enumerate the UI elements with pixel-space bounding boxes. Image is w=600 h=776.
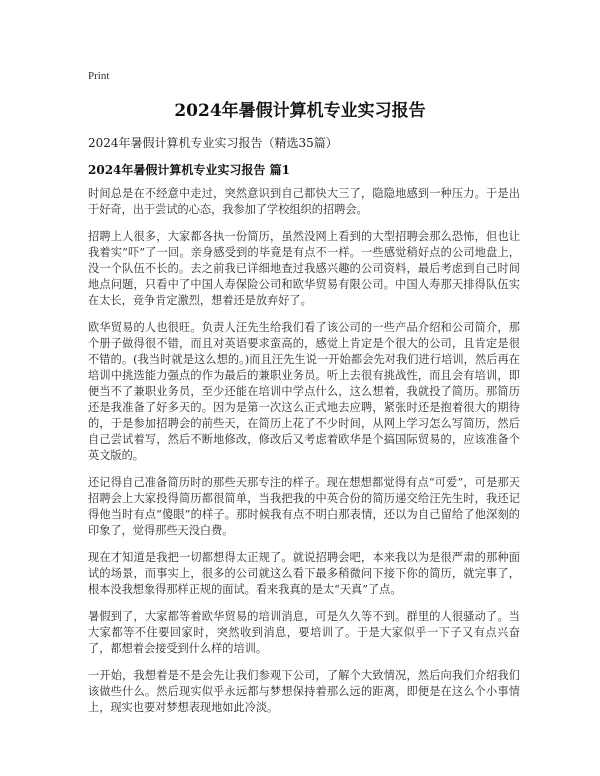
document-subtitle: 2024年暑假计算机专业实习报告（精选35篇） [88,136,338,150]
paragraph: 时间总是在不经意中走过，突然意识到自己都快大三了，隐隐地感到一种压力。于是出于好奇，出于尝试的心态，我参加了学校组织的招聘会。 [88,187,520,216]
section-heading: 2024年暑假计算机专业实习报告 篇1 [88,163,290,177]
paragraph: 一开始，我想着是不是会先让我们参观下公司，了解个大致情况，然后向我们介绍我们该做些什么。然后现实似乎永远都与梦想保持着那么远的距离，即便是在这么个小事情上，现实也要对梦想表现地如此冷淡。 [88,669,520,714]
paragraph: 招聘上人很多，大家都各执一份简历，虽然没网上看到的大型招聘会那么恐怖，但也让我着实“吓”了一回。亲身感受到的毕竟是有点不一样。一些感觉稍好点的公司地盘上，没一个队伍不长的。去之前我已详细地查过我感兴趣的公司资料，最后考虑到自己时间地点问题，只看中了中国人寿保险公司和欧华贸易有限公司。中国人寿那天排得队伍实在太长，竞争肯定激烈，想着还是放弃好了。 [88,230,520,307]
paragraph: 还记得自己准备简历时的那些天那专注的样子。现在想想都觉得有点“可爱”，可是那天招聘会上大家投得简历都很简单，当我把我的中英合份的简历递交给汪先生时，我还记得他当时有点“傻眼”的样子。那时候我有点不明白那表情，还以为自己留给了他深刻的印象了，觉得那些天没白费。 [88,476,520,537]
print-link[interactable]: Print [88,70,110,82]
paragraph: 欧华贸易的人也很旺。负责人汪先生给我们看了该公司的一些产品介绍和公司简介，那个册子做得很不错，而且对英语要求蛮高的，感觉上肯定是个很大的公司，且肯定是很不错的。(我当时就是这么想的。)而且汪先生说一开始都会先对我们进行培训，然后再在培训中挑选能力强点的作为最后的兼职业务员。听上去很有挑战性，而且会有培训，即便当不了兼职业务员，至少还能在培训中学点什么，这么想着，我就投了简历。那简历还是我准备了好多天的。因为是第一次这么正式地去应聘，紧张时还是抱着很大的期待的，于是参加招聘会的前些天，在简历上花了不少时间，从网上学习怎么写简历，然后自己尝试着写，然后不断地修改，修改后又考虑着欧华是个搞国际贸易的，应该准备个英文版的。 [88,321,520,462]
paragraph: 现在才知道是我把一切都想得太正规了。就说招聘会吧，本来我以为是很严肃的那种面试的场景，而事实上，很多的公司就这么看下最多稍微问下接下你的简历，就完事了，根本没我想象得那样正规的面试。看来我真的是太“天真”了点。 [88,551,520,596]
page-title: 2024年暑假计算机专业实习报告 [174,101,426,121]
paragraph: 暑假到了，大家都等着欧华贸易的培训消息，可是久久等不到。群里的人很骚动了。当大家都等不住要回家时，突然收到消息，要培训了。于是大家似乎一下子又有点兴奋了，都想着会接受到什么样的培训。 [88,610,520,655]
article-body [88,186,520,727]
